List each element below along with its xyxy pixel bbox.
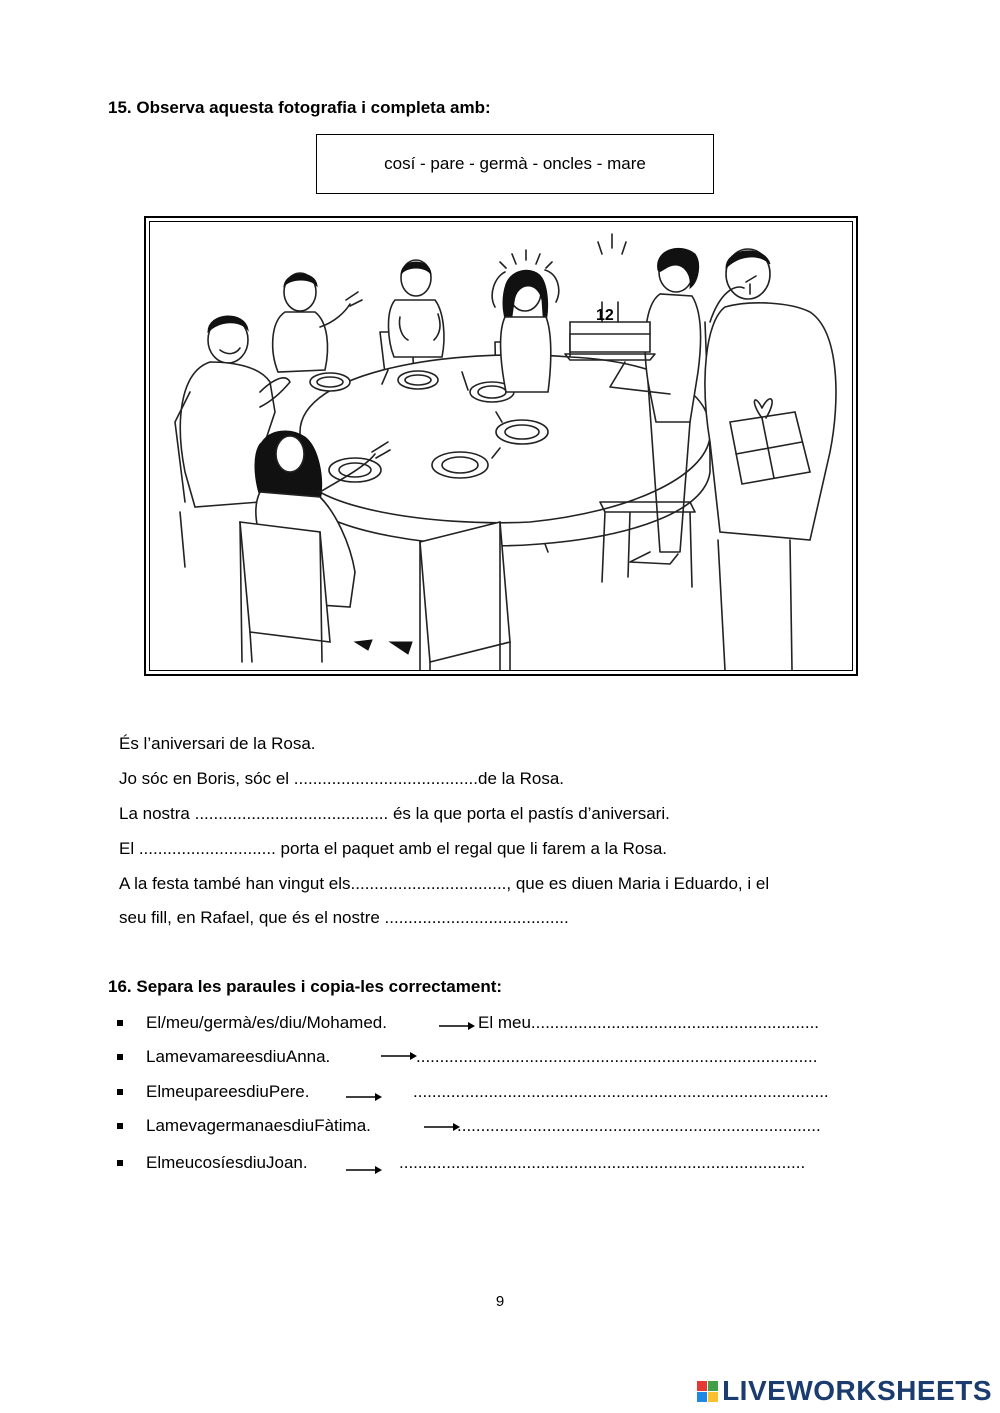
brand-name: LIVEWORKSHEETS (722, 1375, 992, 1406)
logo-tile (708, 1381, 718, 1391)
word-bank-box (316, 134, 714, 194)
scrambled-sentence: LamevamareesdiuAnna. (146, 1047, 331, 1066)
sentence-6: seu fill, en Rafael, que és el nostre ....................................... (119, 908, 569, 927)
word-bank-text: cosí - pare - germà - oncles - mare (384, 154, 646, 173)
sentence-5: A la festa també han vingut els................................., que es diuen Maria i Eduardo, i el (119, 874, 770, 893)
bullet-marker (117, 1054, 123, 1060)
boy-clapping (273, 273, 362, 372)
logo-tile (708, 1392, 718, 1402)
exercise-16-title: 16. Separa les paraules i copia-les correctament: (108, 977, 503, 996)
birthday-illustration (144, 216, 858, 676)
bullet-marker (117, 1089, 123, 1095)
scrambled-sentence: ElmeupareesdiuPere. (146, 1082, 310, 1101)
logo-tile (697, 1381, 707, 1391)
arrow-right-icon (345, 1165, 383, 1175)
man-right-with-gift (705, 249, 836, 670)
arrow-right-icon (380, 1051, 418, 1061)
sentence-2: Jo sóc en Boris, sóc el .......................................de la Rosa. (119, 769, 564, 788)
bullet-marker (117, 1020, 123, 1026)
scrambled-sentence: LamevagermanaesdiuFàtima. (146, 1116, 371, 1135)
sentence-1: És l’aniversari de la Rosa. (119, 734, 316, 753)
logo-tile (697, 1392, 707, 1402)
bullet-marker (117, 1123, 123, 1129)
sentence-4: El ............................. porta el paquet amb el regal que li farem a la Rosa. (119, 839, 668, 858)
sentence-3: La nostra ......................................... és la que porta el pastís d’aniversari. (119, 804, 670, 823)
exercise-15-title: 15. Observa aquesta fotografia i completa amb: (108, 98, 491, 117)
boy-center-clapping (388, 260, 443, 357)
liveworksheets-brand (697, 1375, 992, 1407)
answer-line[interactable]: ........................................................................................ (413, 1082, 829, 1101)
page-number: 9 (495, 1293, 505, 1310)
arrow-right-icon (423, 1122, 461, 1132)
cake-candle-number: 12 (596, 307, 614, 324)
scrambled-sentence: El/meu/germà/es/diu/Mohamed. (146, 1013, 387, 1032)
answer-line[interactable]: El meu............................................................. (478, 1013, 820, 1032)
girl-rosa-surprised (492, 250, 559, 392)
answer-line[interactable]: ...................................................................................... (399, 1153, 806, 1172)
answer-line[interactable]: ............................................................................. (457, 1116, 821, 1135)
liveworksheets-logo-icon (697, 1381, 718, 1402)
bullet-marker (117, 1160, 123, 1166)
scrambled-sentence: ElmeucosíesdiuJoan. (146, 1153, 308, 1172)
arrow-right-icon (438, 1021, 476, 1031)
front-chairs (240, 522, 510, 670)
arrow-right-icon (345, 1092, 383, 1102)
birthday-party-drawing (150, 222, 852, 670)
answer-line[interactable]: ..................................................................................... (416, 1047, 818, 1066)
